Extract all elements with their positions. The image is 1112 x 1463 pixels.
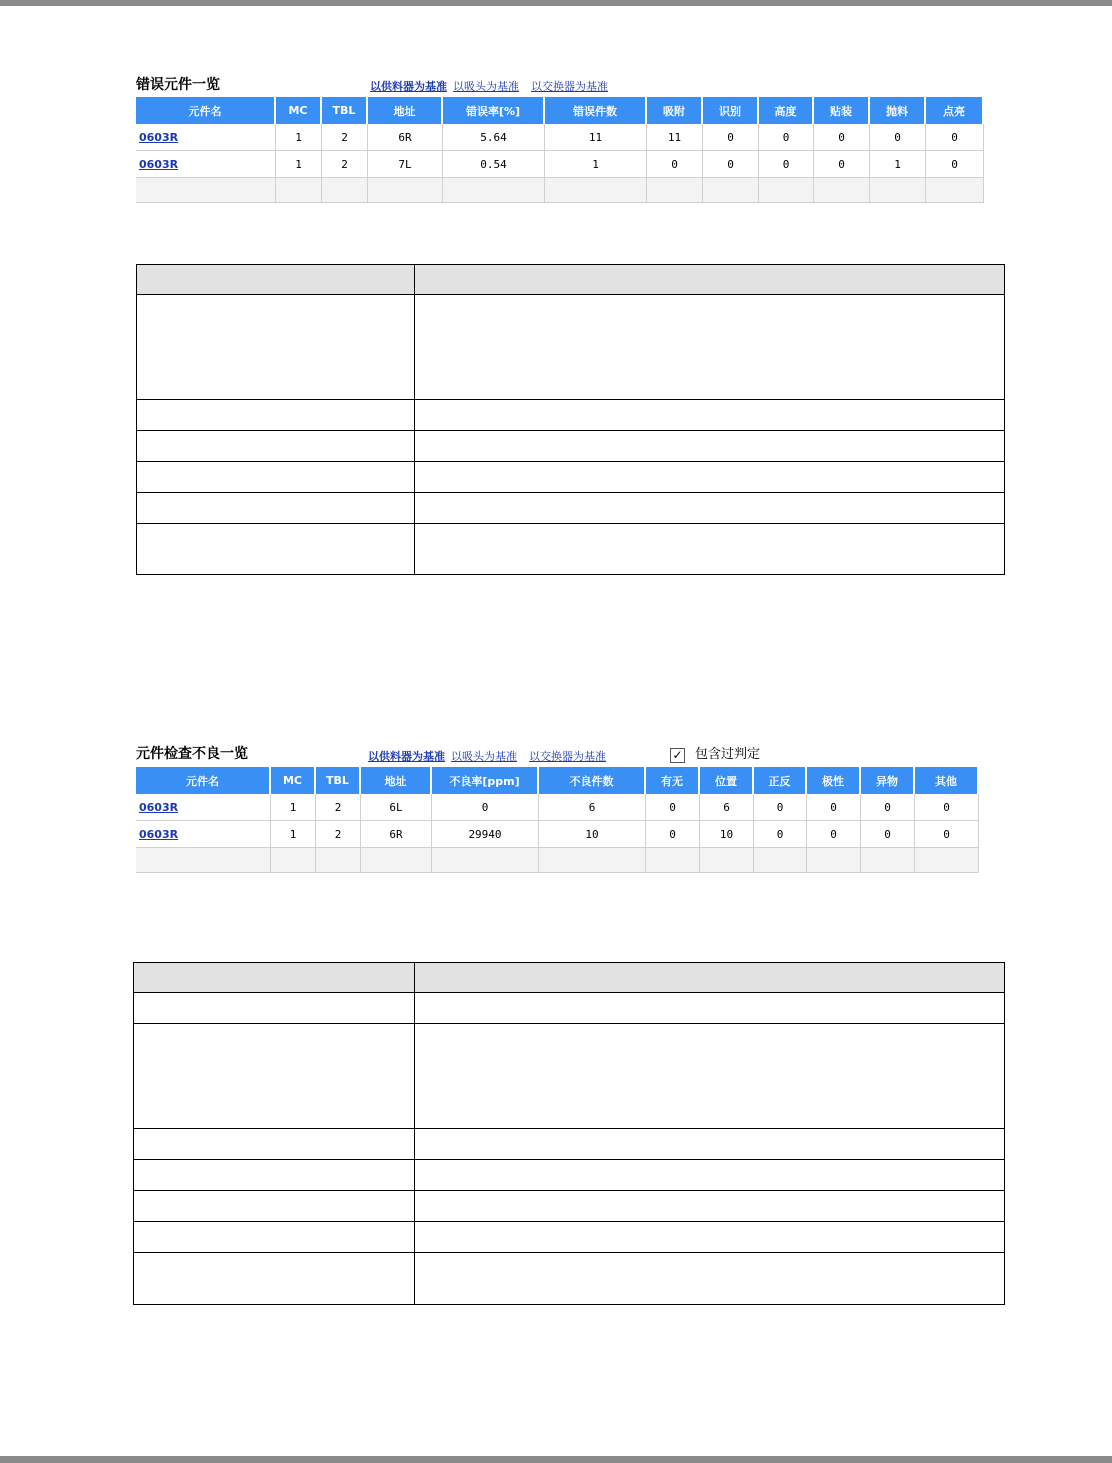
desc-row: [137, 462, 1005, 493]
link-nozzle-basis[interactable]: 以吸头为基准: [453, 80, 519, 93]
col-header[interactable]: 不良件数: [539, 767, 646, 794]
checkmark-icon: ✓: [672, 748, 683, 762]
desc-header-left: [137, 265, 415, 295]
table-cell: 0: [703, 124, 759, 151]
col-header[interactable]: 位置: [700, 767, 754, 794]
desc-row: [134, 1253, 1005, 1305]
col-header[interactable]: TBL: [322, 97, 368, 124]
table-cell: 6: [539, 794, 646, 821]
col-header[interactable]: 点亮: [926, 97, 984, 124]
error-table: [136, 97, 984, 203]
col-header[interactable]: 错误件数: [545, 97, 647, 124]
col-header[interactable]: 识别: [703, 97, 759, 124]
table-cell: 2: [322, 124, 368, 151]
table-cell: 2: [316, 794, 361, 821]
table-cell: 0: [807, 821, 861, 848]
col-header[interactable]: 元件名: [136, 97, 276, 124]
table-cell: 10: [700, 821, 754, 848]
table-cell: 10: [539, 821, 646, 848]
defect-table-header: [136, 767, 979, 794]
desc-row: [134, 1129, 1005, 1160]
desc-row: [137, 431, 1005, 462]
defect-list-title: 元件检查不良一览: [136, 746, 248, 762]
col-header[interactable]: 错误率[%]: [443, 97, 545, 124]
col-header[interactable]: 有无: [646, 767, 700, 794]
col-header[interactable]: 地址: [368, 97, 443, 124]
table-cell: 6R: [368, 124, 443, 151]
table-cell: 5.64: [443, 124, 545, 151]
table-cell: 0: [807, 794, 861, 821]
col-header[interactable]: 贴装: [814, 97, 870, 124]
table-cell: 0: [915, 794, 979, 821]
col-header[interactable]: 吸附: [647, 97, 703, 124]
table-cell: 1: [545, 151, 647, 178]
table-cell: 11: [647, 124, 703, 151]
link-feeder-basis[interactable]: 以供料器为基准: [368, 750, 445, 763]
desc-row: [134, 1160, 1005, 1191]
desc-header-right: [415, 265, 1005, 295]
table-cell: 0: [814, 151, 870, 178]
desc-row: [137, 295, 1005, 400]
part-name-link[interactable]: 0603R: [139, 157, 179, 171]
table-cell: 0.54: [443, 151, 545, 178]
table-cell: 0: [759, 124, 814, 151]
bottom-border: [0, 1456, 1112, 1463]
table-cell: 29940: [432, 821, 539, 848]
col-header[interactable]: TBL: [316, 767, 361, 794]
include-overjudge-label: 包含过判定: [695, 747, 761, 762]
col-header[interactable]: 不良率[ppm]: [432, 767, 539, 794]
include-overjudge-checkbox[interactable]: [670, 748, 685, 763]
empty-row: [136, 178, 984, 203]
col-header[interactable]: 极性: [807, 767, 861, 794]
table-cell: 0: [647, 151, 703, 178]
table-cell: 0: [754, 794, 807, 821]
table-cell: 0: [861, 821, 915, 848]
desc-header-left: [134, 963, 415, 993]
top-border: [0, 0, 1112, 6]
col-header[interactable]: 抛料: [870, 97, 926, 124]
part-name-link[interactable]: 0603R: [139, 800, 179, 814]
table-cell: 2: [316, 821, 361, 848]
table-cell: 0: [646, 821, 700, 848]
defect-table: [136, 767, 979, 873]
col-header[interactable]: MC: [276, 97, 322, 124]
col-header[interactable]: 异物: [861, 767, 915, 794]
table-cell: 0: [432, 794, 539, 821]
table-cell: 2: [322, 151, 368, 178]
table-cell: 0: [926, 124, 984, 151]
link-exchanger-basis[interactable]: 以交换器为基准: [529, 750, 606, 763]
desc-row: [137, 524, 1005, 575]
table-cell: 1: [276, 151, 322, 178]
table-cell: 6: [700, 794, 754, 821]
desc-row: [137, 493, 1005, 524]
table-row: [136, 794, 979, 821]
error-description-table: [136, 264, 1005, 575]
table-cell: 1: [271, 821, 316, 848]
table-cell: 6L: [361, 794, 432, 821]
link-feeder-basis[interactable]: 以供料器为基准: [370, 80, 447, 93]
col-header[interactable]: MC: [271, 767, 316, 794]
part-name-link[interactable]: 0603R: [139, 827, 179, 841]
table-cell: 1: [870, 151, 926, 178]
table-cell: 0: [870, 124, 926, 151]
table-cell: 0: [703, 151, 759, 178]
desc-row: [134, 1222, 1005, 1253]
table-row: [136, 821, 979, 848]
col-header[interactable]: 高度: [759, 97, 814, 124]
defect-description-table: [133, 962, 1005, 1305]
table-cell: 0: [926, 151, 984, 178]
table-cell: 0: [915, 821, 979, 848]
part-name-link[interactable]: 0603R: [139, 130, 179, 144]
table-cell: 1: [271, 794, 316, 821]
col-header[interactable]: 其他: [915, 767, 979, 794]
table-cell: 6R: [361, 821, 432, 848]
desc-header-right: [415, 963, 1005, 993]
error-basis-links: [370, 80, 614, 94]
table-cell: 0: [759, 151, 814, 178]
link-exchanger-basis[interactable]: 以交换器为基准: [531, 80, 608, 93]
link-nozzle-basis[interactable]: 以吸头为基准: [451, 750, 517, 763]
error-list-title: 错误元件一览: [136, 77, 220, 93]
desc-row: [137, 400, 1005, 431]
desc-row: [134, 993, 1005, 1024]
error-table-header: [136, 97, 984, 124]
table-row: [136, 151, 984, 178]
table-cell: 11: [545, 124, 647, 151]
col-header[interactable]: 元件名: [136, 767, 271, 794]
table-cell: 0: [754, 821, 807, 848]
table-row: [136, 124, 984, 151]
col-header[interactable]: 地址: [361, 767, 432, 794]
table-cell: 1: [276, 124, 322, 151]
table-cell: 7L: [368, 151, 443, 178]
defect-basis-links: [368, 750, 612, 764]
table-cell: 0: [814, 124, 870, 151]
empty-row: [136, 848, 979, 873]
table-cell: 0: [861, 794, 915, 821]
col-header[interactable]: 正反: [754, 767, 807, 794]
desc-row: [134, 1024, 1005, 1129]
table-cell: 0: [646, 794, 700, 821]
desc-row: [134, 1191, 1005, 1222]
